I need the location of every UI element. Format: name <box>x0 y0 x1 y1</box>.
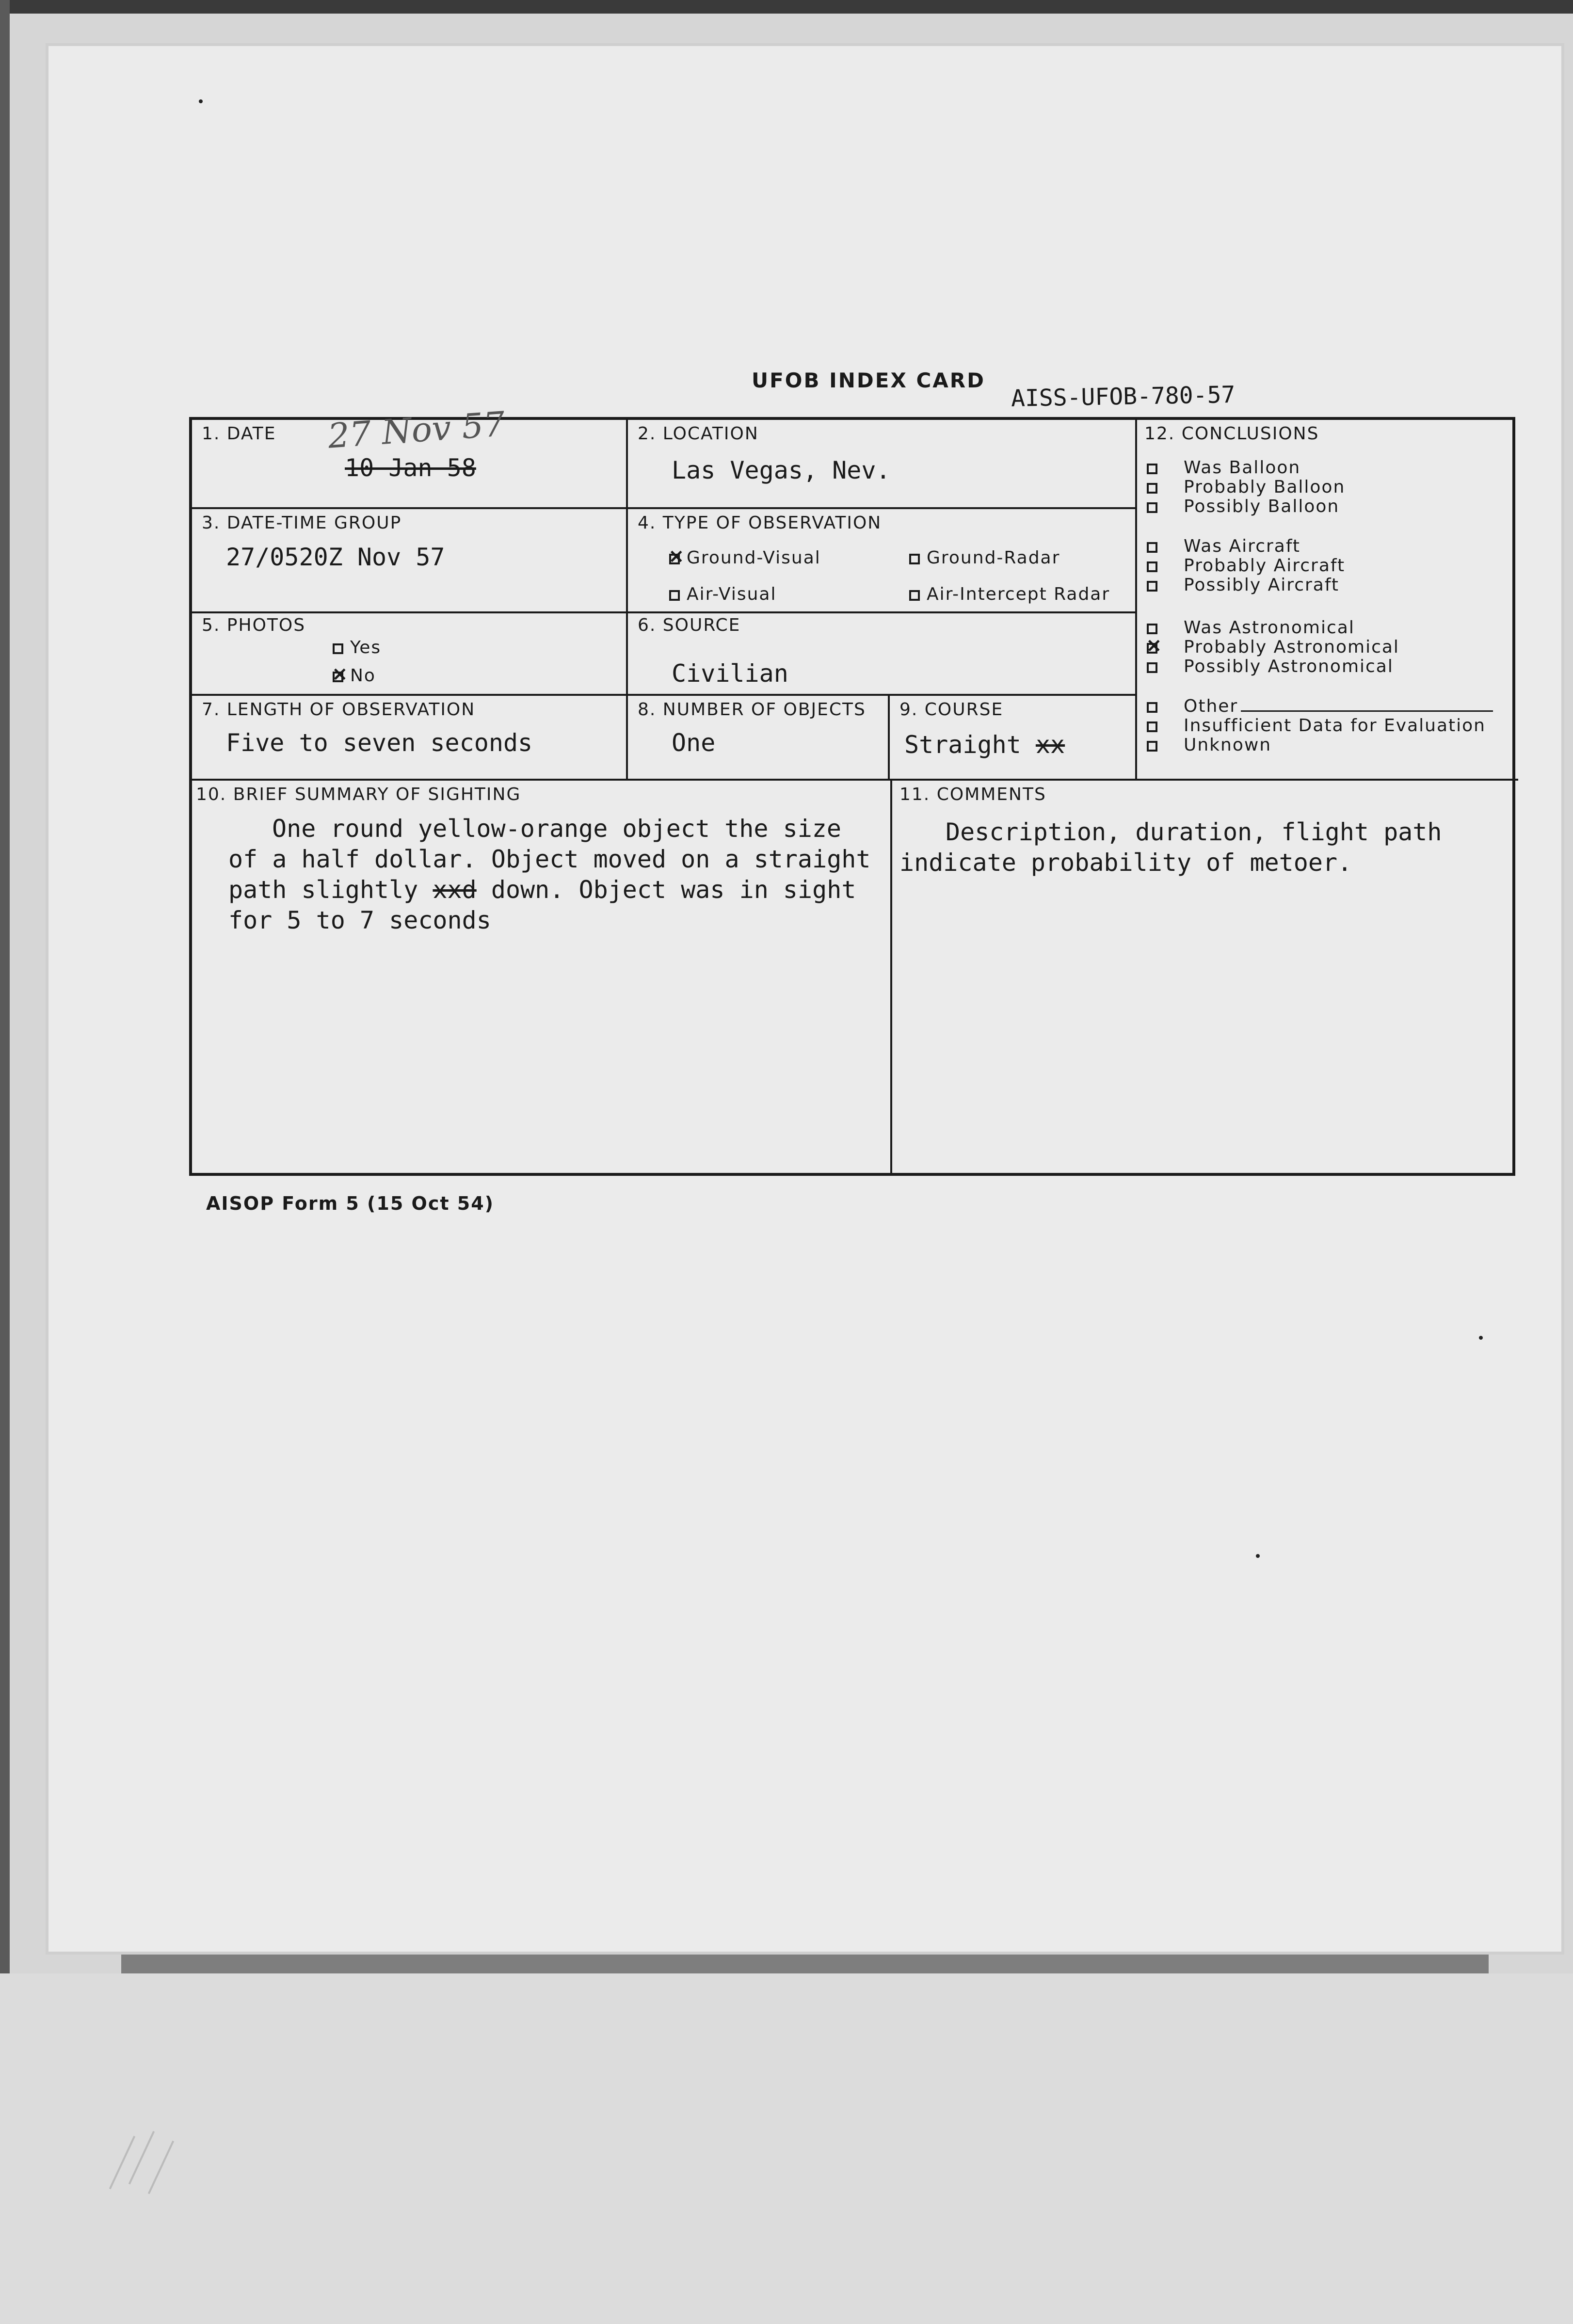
checkbox-icon <box>1147 464 1157 474</box>
date-struck-value: 10 Jan 58 <box>345 454 476 482</box>
conclusion-option: Was Aircraft <box>1147 536 1300 556</box>
conclusion-option: Insufficient Data for Evaluation <box>1147 716 1486 736</box>
comments-text: Description, duration, flight path indicate probability of metoer. <box>899 818 1442 877</box>
summary-label: 10. BRIEF SUMMARY OF SIGHTING <box>196 785 521 804</box>
location-cell <box>626 420 1135 507</box>
observation-type-cell <box>626 507 1135 611</box>
checkbox-icon <box>909 590 920 601</box>
comments-cell <box>890 779 1518 1173</box>
source-label: 6. SOURCE <box>638 615 741 635</box>
checkbox-icon <box>1147 721 1157 732</box>
conclusion-option-other: Other <box>1147 696 1493 716</box>
option-photos-no: ×No <box>333 666 376 686</box>
photos-label: 5. PHOTOS <box>202 615 306 635</box>
conclusion-option: Possibly Astronomical <box>1147 657 1394 676</box>
location-value: Las Vegas, Nev. <box>672 456 891 484</box>
form-identifier: AISOP Form 5 (15 Oct 54) <box>206 1193 495 1214</box>
date-label: 1. DATE <box>202 424 276 444</box>
conclusion-option: Was Astronomical <box>1147 618 1355 638</box>
photos-cell <box>192 611 626 694</box>
course-label: 9. COURSE <box>899 700 1004 720</box>
checkbox-icon <box>1147 581 1157 592</box>
date-handwritten: 27 Nov 57 <box>326 404 507 456</box>
observation-type-label: 4. TYPE OF OBSERVATION <box>638 513 882 533</box>
checkbox-icon <box>1147 643 1157 654</box>
conclusion-option: Unknown <box>1147 735 1271 755</box>
checkbox-icon <box>669 590 680 601</box>
checkbox-icon <box>1147 561 1157 572</box>
source-value: Civilian <box>672 659 788 688</box>
checkbox-icon <box>1147 483 1157 494</box>
conclusion-option: Probably Aircraft <box>1147 556 1345 576</box>
location-label: 2. LOCATION <box>638 424 759 444</box>
comments-label: 11. COMMENTS <box>899 785 1046 804</box>
length-label: 7. LENGTH OF OBSERVATION <box>202 700 476 720</box>
conclusions-cell <box>1135 420 1518 779</box>
dtg-label: 3. DATE-TIME GROUP <box>202 513 402 533</box>
conclusion-option: Was Balloon <box>1147 458 1300 478</box>
number-cell <box>626 694 888 779</box>
date-cell <box>192 404 626 507</box>
conclusion-option: Possibly Aircraft <box>1147 575 1339 595</box>
checkbox-icon <box>1147 542 1157 553</box>
dust-speck <box>199 99 203 103</box>
option-ground-visual: ×Ground-Visual <box>669 548 821 568</box>
option-photos-yes: Yes <box>333 638 381 657</box>
film-frame-top <box>0 0 1573 14</box>
checkbox-icon <box>333 672 343 682</box>
source-cell <box>626 611 1135 694</box>
course-value: Straight xx <box>904 731 1065 759</box>
index-card-form <box>189 404 1515 1176</box>
dust-speck <box>1479 1336 1483 1340</box>
checkbox-icon <box>333 643 343 654</box>
length-value: Five to seven seconds <box>226 729 533 757</box>
length-cell <box>192 694 626 779</box>
option-ground-radar: Ground-Radar <box>909 548 1060 568</box>
course-cell <box>888 694 1135 779</box>
dtg-cell <box>192 507 626 611</box>
conclusion-option: Probably Balloon <box>1147 477 1345 497</box>
summary-cell <box>192 779 890 1173</box>
conclusions-label: 12. CONCLUSIONS <box>1144 424 1319 444</box>
summary-text: One round yellow-orange object the size of a half dollar. Object moved on a straight path slightly xxd down. Object was in sight for 5 to 7 seconds <box>228 815 871 934</box>
conclusion-option: ×Probably Astronomical <box>1147 637 1399 657</box>
conclusion-option: Possibly Balloon <box>1147 497 1339 516</box>
number-label: 8. NUMBER OF OBJECTS <box>638 700 866 720</box>
option-air-visual: Air-Visual <box>669 584 776 604</box>
checkbox-icon <box>1147 502 1157 513</box>
checkbox-icon <box>1147 702 1157 713</box>
checkbox-icon <box>1147 662 1157 673</box>
background-lower <box>0 1973 1573 2324</box>
checkbox-icon <box>1147 741 1157 752</box>
checkbox-icon <box>1147 624 1157 634</box>
dtg-value: 27/0520Z Nov 57 <box>226 543 445 571</box>
scratch-mark <box>148 2141 174 2194</box>
card-title: UFOB INDEX CARD <box>752 369 986 392</box>
checkbox-icon <box>909 554 920 564</box>
number-value: One <box>672 729 716 757</box>
case-number: AISS-UFOB-780-57 <box>1011 381 1236 413</box>
checkbox-icon <box>669 554 680 564</box>
option-air-intercept-radar: Air-Intercept Radar <box>909 584 1110 604</box>
dust-speck <box>1256 1554 1260 1558</box>
